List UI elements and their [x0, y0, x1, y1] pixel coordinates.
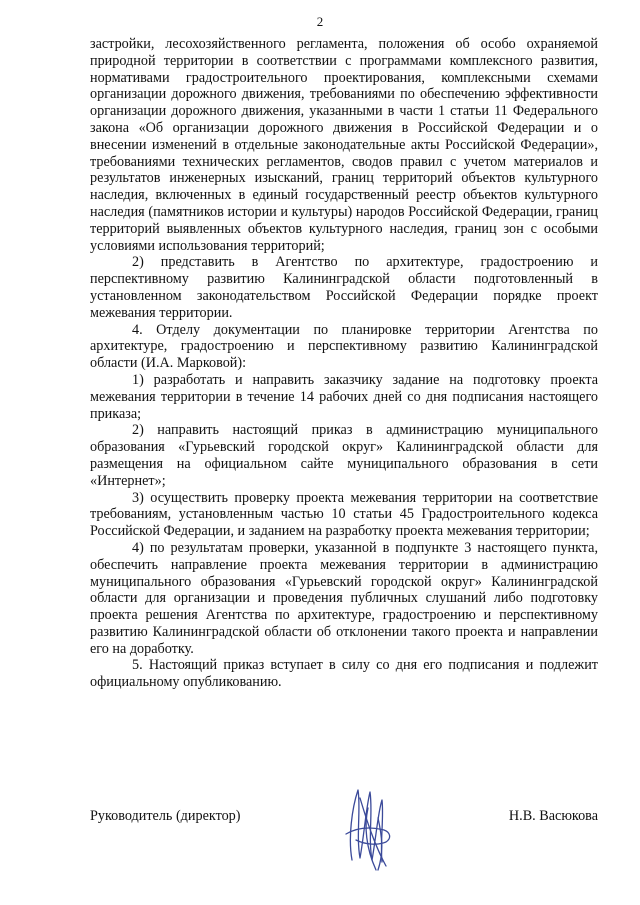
document-body	[90, 36, 598, 691]
paragraph-point-5: 5. Настоящий приказ вступает в силу со дня его подписания и подлежит официальному опубликованию.	[90, 657, 598, 691]
paragraph-subitem-3: 3) осуществить проверку проекта межевания территории на соответствие требованиям, установленным частью 10 статьи 45 Градостроительного кодекса Российской Федерации, и заданием на разработку проекта межевания территории;	[90, 489, 598, 540]
page-number: 2	[316, 14, 324, 29]
paragraph-subitem-4: 4) по результатам проверки, указанной в подпункте 3 настоящего пункта, обеспечить направление проекта межевания территории в администрацию муниципального образования «Гурьевский городской округ» Калининградской области для организации и проведения публичных слушаний либо подготовку проекта решения Агентства по архитектуре, градостроению и перспективному развитию Калининградской области об отклонении такого проекта и направлении его на доработку.	[90, 539, 598, 657]
paragraph-subitem-1: 1) разработать и направить заказчику задание на подготовку проекта межевания территории в течение 14 рабочих дней со дня подписания настоящего приказа;	[90, 371, 598, 422]
signer-title: Руководитель (директор)	[90, 808, 241, 824]
paragraph-item-2-submit: 2) представить в Агентство по архитектуре, градостроению и перспективному развитию Калининградской области подготовленный в установленном законодательством Российской Федерации порядке проект межевания территории.	[90, 254, 598, 321]
signature-block	[90, 808, 598, 898]
paragraph-subitem-2: 2) направить настоящий приказ в администрацию муниципального образования «Гурьевский городской округ» Калининградской области для размещения на официальном сайте муниципального образования в сети «Интернет»;	[90, 422, 598, 489]
handwritten-signature	[338, 778, 402, 878]
paragraph-point-4-header: 4. Отделу документации по планировке территории Агентства по архитектуре, градостроению и перспективному развитию Калининградской области (И.А. Марковой):	[90, 321, 598, 372]
paragraph-continuation: застройки, лесохозяйственного регламента, положения об особо охраняемой природной территории в соответствии с программами комплексного развития, нормативами градостроительного проектирования, комплексными схемами организации дорожного движения, требованиями по обеспечению эффективности организации дорожного движения, указанными в части 1 статьи 11 Федерального закона «Об организации дорожного движения в Российской Федерации и о внесении изменений в отдельные законодательные акты Российской Федерации», требованиями технических регламентов, сводов правил с учетом материалов и результатов инженерных изысканий, границ территорий объектов культурного наследия, включенных в единый государственный реестр объектов культурного наследия (памятников истории и культуры) народов Российской Федерации, границ территорий выявленных объектов культурного наследия, границ зон с особыми условиями использования территорий;	[90, 36, 598, 254]
signer-name: Н.В. Васюкова	[508, 808, 598, 824]
